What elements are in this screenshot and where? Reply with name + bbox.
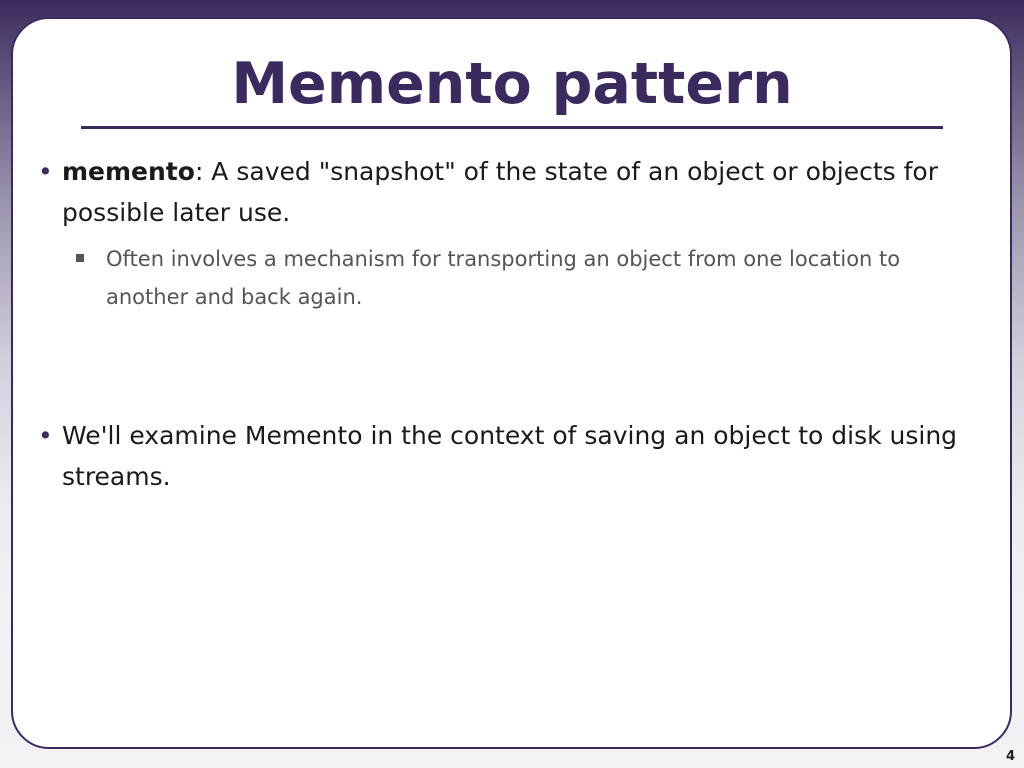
bullet-item-streams <box>38 415 982 497</box>
bullet-text: : A saved "snapshot" of the state of an object or objects for possible later use. <box>62 157 939 227</box>
bullet-dot-icon: • <box>38 157 53 186</box>
sub-bullet-item <box>106 240 966 316</box>
sub-bullet-text: Often involves a mechanism for transporting an object from one location to another and back again. <box>106 247 901 309</box>
bullet-dot-icon: • <box>38 421 53 450</box>
page-number: 4 <box>1005 749 1015 764</box>
slide-title: Memento pattern <box>231 51 793 117</box>
bullet-item-memento <box>38 151 982 233</box>
title-divider <box>81 126 943 129</box>
bullet-text: We'll examine Memento in the context of saving an object to disk using streams. <box>62 421 958 491</box>
bullet-term: memento <box>62 157 195 186</box>
square-bullet-icon <box>76 254 84 262</box>
